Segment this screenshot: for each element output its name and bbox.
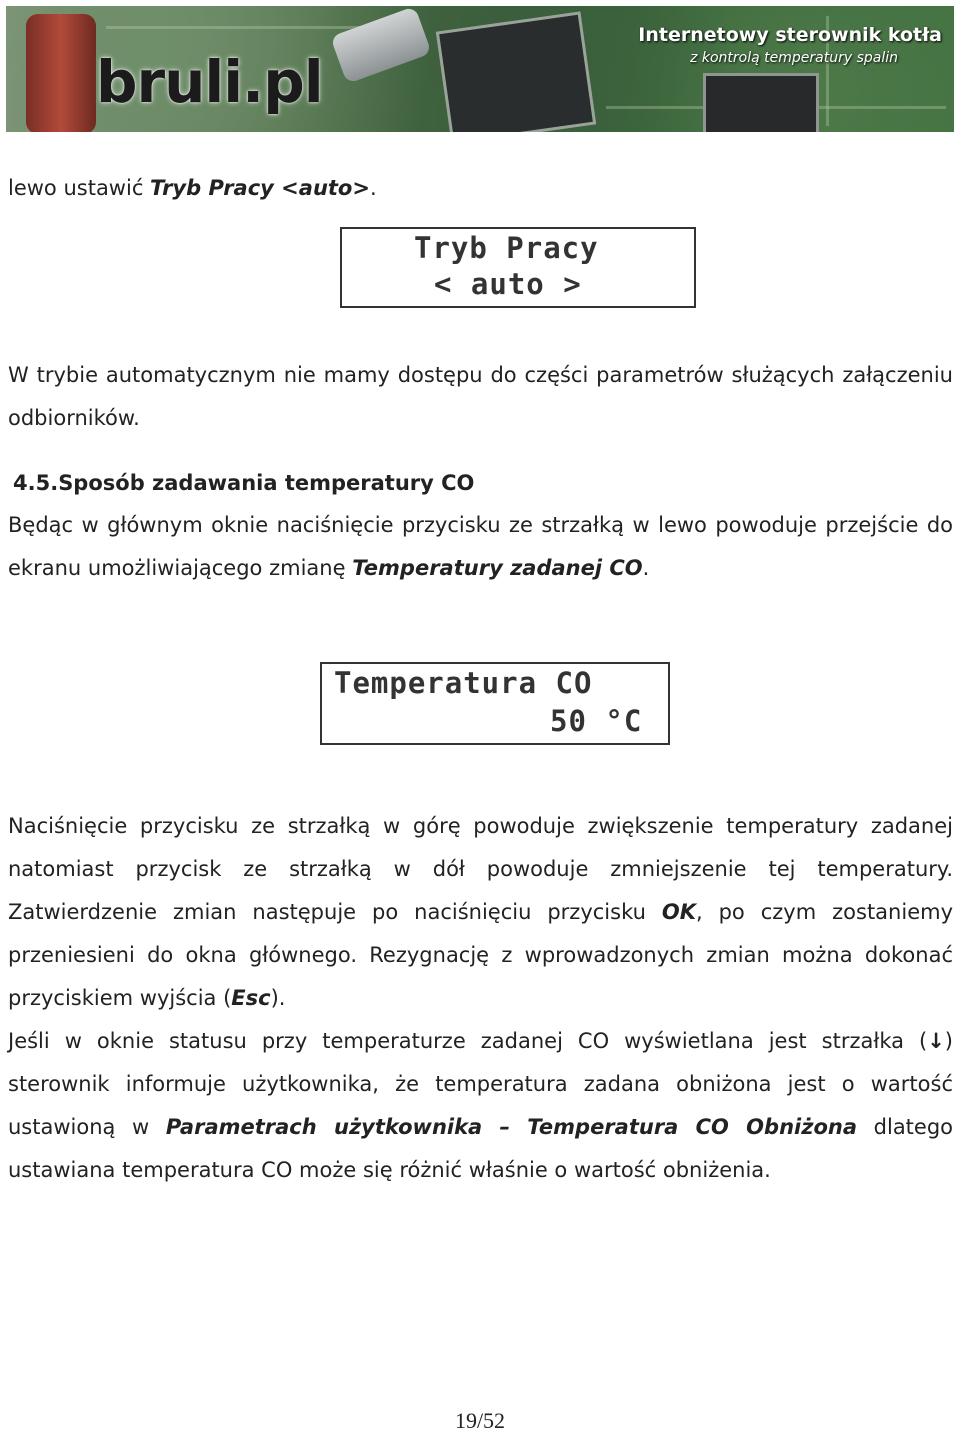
tagline-sub: z kontrolą temperatury spalin: [690, 50, 898, 66]
page-number: 19/52: [454, 1408, 506, 1433]
temperature-setpoint-name: Temperatury zadanej CO: [352, 556, 643, 580]
paragraph-lowered-temperature: Jeśli w oknie statusu przy temperaturze zadanej CO wyświetlana jest strzałka (↓) sterownik informuje użytkownika, że temperatura zadana obniżona jest o wartość ustawioną w Parametrach użytkownika – Temperatura CO Obniżona dlatego ustawiana temperatura CO może się różnić właśnie o wartość obniżenia.: [8, 1029, 954, 1182]
ic-chip-graphic: [706, 76, 816, 132]
lcd-line-2: 50 °C: [550, 704, 643, 738]
paragraph-mode-setting: lewo ustawić Tryb Pracy <auto>.: [8, 176, 377, 200]
lcd-display-mode: [340, 227, 696, 308]
crystal-graphic: [330, 6, 432, 84]
header-banner: [6, 6, 954, 132]
lcd-display-temperature: [320, 662, 670, 745]
section-title: Sposób zadawania temperatury CO: [58, 471, 475, 495]
lcd-line-2: < auto >: [434, 267, 582, 301]
section-number: 4.5.: [13, 471, 59, 495]
paragraph-temperature-change: Naciśnięcie przycisku ze strzałką w górę powoduje zwiększenie temperatury zadanej natomiast przycisk ze strzałką w dół powoduje zmniejszenie tej temperatury. Zatwierdzenie zmian następuje po naciśnięciu przycisku OK, po czym zostaniemy przeniesieni do okna głównego. Rezygnację z wprowadzonych zmian można dokonać przyciskiem wyjścia (Esc).: [8, 814, 953, 1010]
parameter-path: Parametrach użytkownika – Temperatura CO Obniżona: [165, 1115, 857, 1139]
tagline-main: Internetowy sterownik kotła: [638, 24, 942, 46]
ok-key-name: OK: [661, 900, 696, 924]
capacitor-graphic: [26, 14, 96, 132]
esc-key-name: Esc: [231, 986, 271, 1010]
brand-logo: bruli.pl: [96, 48, 323, 116]
microcontroller-chip-graphic: [439, 15, 593, 132]
paragraph-auto-mode-note: W trybie automatycznym nie mamy dostępu do części parametrów służących załączeniu odbiorników.: [8, 363, 953, 430]
section-heading: [13, 462, 958, 505]
lcd-line-1: Tryb Pracy: [414, 231, 599, 265]
arrow-down-icon: ↓: [927, 1029, 945, 1053]
paragraph-temperature-screen: Będąc w głównym oknie naciśnięcie przycisku ze strzałką w lewo powoduje przejście do ekranu umożliwiającego zmianę Temperatury zadanej CO.: [8, 513, 953, 580]
lcd-line-1: Temperatura CO: [334, 666, 593, 700]
mode-name: Tryb Pracy <auto>: [150, 176, 370, 200]
